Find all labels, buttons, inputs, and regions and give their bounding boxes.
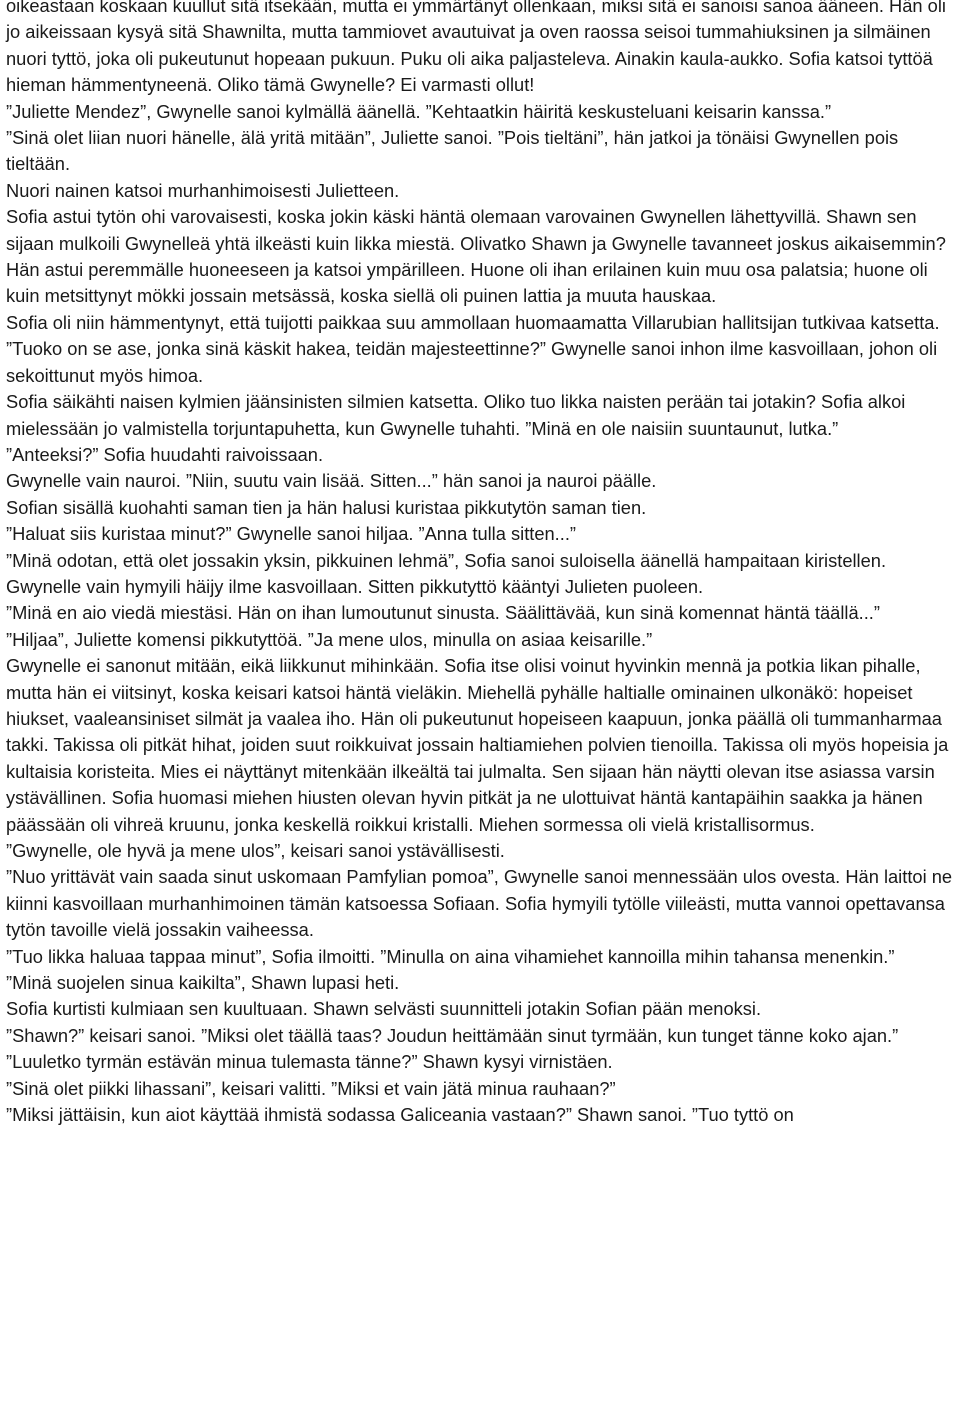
paragraph: ”Hiljaa”, Juliette komensi pikkutyttöä. ”Ja mene ulos, minulla on asiaa keisarille.” (6, 628, 653, 650)
paragraph: Nuori nainen katsoi murhanhimoisesti Julietteen. (6, 179, 400, 201)
paragraph: ”Gwynelle, ole hyvä ja mene ulos”, keisari sanoi ystävällisesti. (6, 840, 505, 861)
paragraph: Gwynelle vain nauroi. ”Niin, suutu vain lisää. Sitten...” hän sanoi ja nauroi päälle. (6, 470, 657, 492)
paragraph: ”Minä odotan, että olet jossakin yksin, pikkuinen lehmä”, Sofia sanoi suloisella äänellä hampaitaan kiristellen. Gwynelle vain hymyili häijy ilme kasvoillaan. Sitten pikkutyttö kääntyi Julieten puoleen. (6, 549, 887, 597)
paragraph: ”Anteeksi?” Sofia huudahti raivoissaan. (6, 443, 324, 465)
paragraph: ”Tuoko on se ase, jonka sinä käskit hakea, teidän majesteettinne?” Gwynelle sanoi inhon ilme kasvoillaan, johon oli sekoittunut myös himoa. (6, 338, 938, 386)
paragraph: ”Luuletko tyrmän estävän minua tulemasta tänne?” Shawn kysyi virnistäen. (6, 1051, 613, 1073)
paragraph: ”Minä en aio viedä miestäsi. Hän on ihan lumoutunut sinusta. Säälittävää, kun sinä komennat häntä täällä...” (6, 602, 880, 624)
paragraph: ”Sinä olet liian nuori hänelle, älä yritä mitään”, Juliette sanoi. ”Pois tieltäni”, hän jatkoi ja tönäisi Gwynellen pois tieltään. (6, 127, 899, 175)
paragraph: ”Juliette Mendez”, Gwynelle sanoi kylmällä äänellä. ”Kehtaatkin häiritä keskusteluani keisarin kanssa.” (6, 100, 832, 122)
paragraph: Sofia kurtisti kulmiaan sen kuultuaan. Shawn selvästi suunnitteli jotakin Sofian pään menoksi. (6, 998, 762, 1020)
paragraph: ”Shawn?” keisari sanoi. ”Miksi olet täällä taas? Joudun heittämään sinut tyrmään, kun tunget tänne koko ajan.” (6, 1024, 899, 1046)
paragraph: ”Tuo likka haluaa tappaa minut”, Sofia ilmoitti. ”Minulla on aina vihamiehet kannoilla mihin tahansa menenkin.” (6, 945, 895, 967)
paragraph: Gwynelle ei sanonut mitään, eikä liikkunut mihinkään. Sofia itse olisi voinut hyvinkin mennä ja potkia likan pihalle, mutta hän ei viitsinyt, koska keisari katsoi häntä vieläkin. Miehellä pyhälle haltialle ominainen ulkonäkö: hopeiset hiukset, vaaleansiniset silmät ja vaalea iho. Hän oli pukeutunut hopeiseen kaapuun, jonka päällä oli tummanharmaa takki. Takissa oli pitkät hihat, joiden suut roikkuivat jossain haltiamiehen polvien tienoilla. Takissa oli myös hopeisia ja kultaisia koristeita. Mies ei näyttänyt mitenkään ilkeältä tai julmalta. Sen sijaan hän näytti olevan itse asiassa varsin ystävällinen. Sofia huomasi miehen hiusten olevan hyvin pitkät ja ne ulottuivat häntä kantapäihin saakka ja hänen päässään oli vihreä kruunu, jonka keskellä roikkui kristalli. Miehen sormessa oli vielä kristallisormus. (6, 655, 949, 835)
paragraph: ”Nuo yrittävät vain saada sinut uskomaan Pamfylian pomoa”, Gwynelle sanoi mennessään ulos ovesta. Hän laittoi ne kiinni kasvoillaan murhanhimoinen tämän katsoessa Sofiaan. Sofia hymyili tytölle viileästi, mutta vannoi opettavansa tytön tavoille vielä jossakin vaiheessa. (6, 866, 953, 941)
paragraph: ”Sinä olet piikki lihassani”, keisari valitti. ”Miksi et vain jätä minua rauhaan?” (6, 1077, 616, 1099)
paragraph: Sofia astui tytön ohi varovaisesti, koska jokin käski häntä olemaan varovainen Gwynellen lähettyvillä. Shawn sen sijaan mulkoili Gwynelleä yhtä ilkeästi kuin likka miestä. Olivatko Shawn ja Gwynelle tavanneet joskus aikaisemmin? Hän astui peremmälle huoneeseen ja katsoi ympärilleen. Huone oli ihan erilainen kuin muu osa palatsia; huone oli kuin metsittynyt mökki jossain metsässä, koska siellä oli puinen lattia ja muuta hauskaa. (6, 206, 946, 307)
paragraph: Sofian sisällä kuohahti saman tien ja hän halusi kuristaa pikkutytön saman tien. (6, 496, 647, 518)
paragraph: Sofia oli niin hämmentynyt, että tuijotti paikkaa suu ammollaan huomaamatta Villarubian hallitsijan tutkivaa katsetta. (6, 311, 940, 333)
paragraph: ”Haluat siis kuristaa minut?” Gwynelle sanoi hiljaa. ”Anna tulla sitten...” (6, 523, 577, 545)
paragraph: oikeastaan koskaan kuullut sitä itsekään, mutta ei ymmärtänyt ollenkaan, miksi sitä ei sanoisi sanoa ääneen. Hän oli jo aikeissaan kysyä sitä Shawnilta, mutta tammiovet avautuivat ja oven raossa seisoi tummahiuksinen ja silmäinen nuori tyttö, joka oli pukeutunut hopeaan pukuun. Puku oli aika paljasteleva. Ainakin kaula-aukko. Sofia katsoi tyttöä hieman hämmentyneenä. Oliko tämä Gwynelle? Ei varmasti ollut! (6, 0, 946, 96)
paragraph: ”Minä suojelen sinua kaikilta”, Shawn lupasi heti. (6, 972, 400, 994)
paragraph: ”Miksi jättäisin, kun aiot käyttää ihmistä sodassa Galiceania vastaan?” Shawn sanoi. ”Tuo tyttö on (6, 1104, 794, 1126)
paragraph: Sofia säikähti naisen kylmien jäänsinisten silmien katsetta. Oliko tuo likka naisten perään tai jotakin? Sofia alkoi mielessään jo valmistella torjuntapuhetta, kun Gwynelle tuhahti. ”Minä en ole naisiin suuntaunut, lutka.” (6, 391, 906, 439)
